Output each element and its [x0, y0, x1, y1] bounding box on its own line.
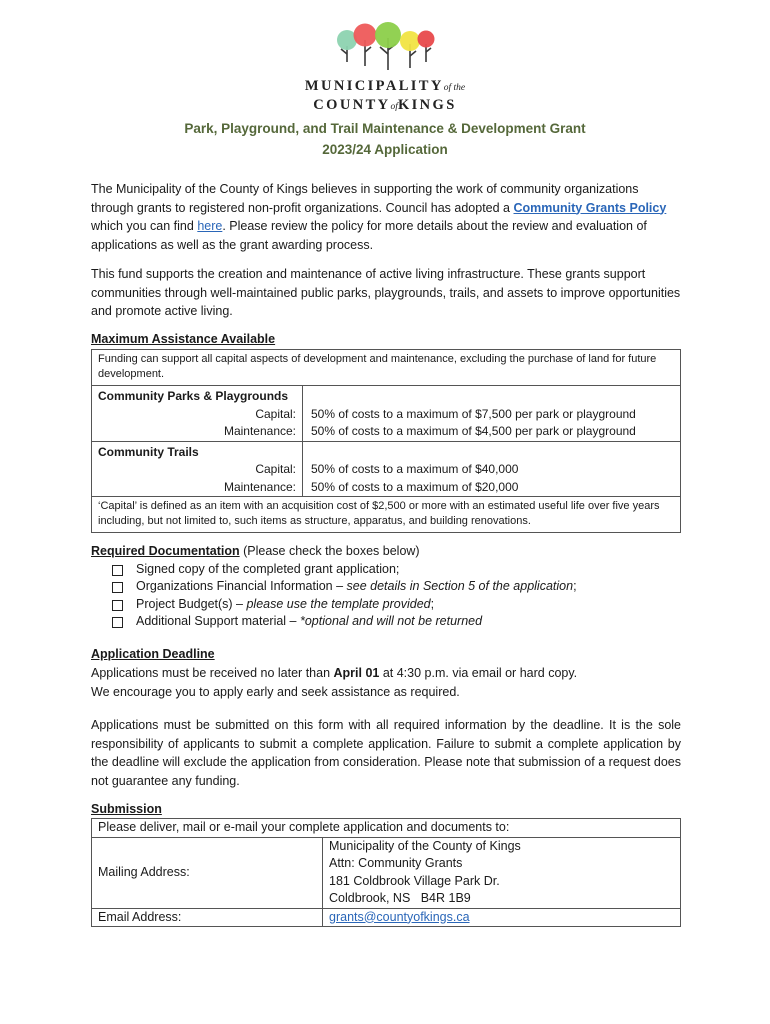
intro-paragraph: The Municipality of the County of Kings believes in supporting the work of community organizations through grants to registered non-profit organizations. Council has adopted a Community Grants Policy which you can find here. Please review the policy for more details about the review and evaluation of applications as well as the grant awarding process. [91, 182, 667, 252]
email-address-label: Email Address: [92, 908, 323, 927]
logo-text-line1: MUNICIPALITYof the [304, 78, 466, 94]
trails-capital-label: Capital: [255, 462, 296, 476]
deadline-paragraph: Applications must be submitted on this form with all required information by the deadline. It is the sole responsibility of applicants to submit a complete application. Failure to submit a complete application by the deadline will exclude the application from consideration. Please note that submission of a request does not guarantee any funding. [91, 718, 681, 788]
email-link[interactable]: grants@countyofkings.ca [329, 909, 470, 924]
mailing-address-cell: Municipality of the County of Kings Attn: Community Grants 181 Coldbrook Village Park Dr. Coldbrook, NS B4R 1B9 [323, 837, 681, 908]
trails-maintenance-value: 50% of costs to a maximum of $20,000 [311, 479, 519, 494]
parks-capital-value: 50% of costs to a maximum of $7,500 per park or playground [311, 406, 636, 421]
parks-label-cell [92, 386, 303, 442]
document-title: Park, Playground, and Trail Maintenance & Development Grant [184, 121, 586, 136]
email-address-cell [323, 908, 681, 927]
parks-group-name: Community Parks & Playgrounds [98, 389, 289, 403]
logo-text-line2: COUNTYofKINGS [313, 97, 457, 113]
trails-label-cell [92, 441, 303, 497]
checkbox-icon[interactable] [112, 565, 123, 576]
parks-maintenance-value: 50% of costs to a maximum of $4,500 per park or playground [311, 424, 636, 438]
capital-definition-cell: ‘Capital’ is defined as an item with an acquisition cost of $2,500 or more with an estimated useful life over five years including, but not limited to, such items as structure, apparatus, and building renovations. [92, 497, 681, 533]
doc-checklist-item: Project Budget(s) – please use the template provided; [112, 596, 577, 614]
mailing-address-label: Mailing Address: [92, 837, 323, 908]
doc-checklist-item: Additional Support material – *optional and will not be returned [112, 613, 577, 631]
max-assistance-heading: Maximum Assistance Available [91, 332, 276, 346]
tree-circle-3 [375, 22, 401, 48]
funding-intro-cell: Funding can support all capital aspects of development and maintenance, excluding the purchase of land for future development. [92, 350, 681, 386]
trails-value-cell [303, 441, 681, 497]
submission-intro-cell: Please deliver, mail or e-mail your complete application and documents to: [92, 819, 681, 838]
checkbox-icon[interactable] [112, 600, 123, 611]
doc-checklist-item: Signed copy of the completed grant application; [112, 561, 577, 579]
community-grants-policy-link[interactable]: Community Grants Policy [513, 200, 667, 215]
required-documentation-section [91, 543, 577, 631]
document-subtitle: 2023/24 Application [322, 142, 448, 157]
tree-circle-2 [354, 24, 377, 47]
doc-checklist-item: Organizations Financial Information – see details in Section 5 of the application; [112, 578, 577, 596]
max-assistance-table [91, 349, 681, 533]
trails-capital-value: 50% of costs to a maximum of $40,000 [311, 462, 519, 476]
parks-maintenance-label: Maintenance: [223, 424, 296, 438]
required-docs-note: (Please check the boxes below) [239, 544, 420, 558]
policy-here-link[interactable]: here [197, 219, 223, 233]
submission-table [91, 818, 681, 927]
fund-description-paragraph: This fund supports the creation and maintenance of active living infrastructure. These grants support communities through well-maintained public parks, playgrounds, trails, and assets to improve opportunities and promote active living. [91, 267, 681, 318]
required-docs-heading: Required Documentation [91, 544, 240, 558]
trails-group-name: Community Trails [98, 444, 199, 459]
tree-circle-5 [418, 31, 435, 48]
deadline-lines: Applications must be received no later than April 01 at 4:30 p.m. via email or hard copy. We encourage you to apply early and seek assistance as required. [91, 666, 578, 699]
parks-capital-label: Capital: [255, 406, 296, 421]
municipality-logo [300, 20, 470, 115]
submission-heading: Submission [91, 802, 162, 816]
trails-maintenance-label: Maintenance: [223, 479, 296, 494]
checkbox-icon[interactable] [112, 582, 123, 593]
deadline-heading: Application Deadline [91, 647, 215, 661]
tree-circle-4 [400, 31, 420, 51]
parks-value-cell [303, 386, 681, 442]
checkbox-icon[interactable] [112, 617, 123, 628]
trees-logo-icon [330, 20, 440, 75]
